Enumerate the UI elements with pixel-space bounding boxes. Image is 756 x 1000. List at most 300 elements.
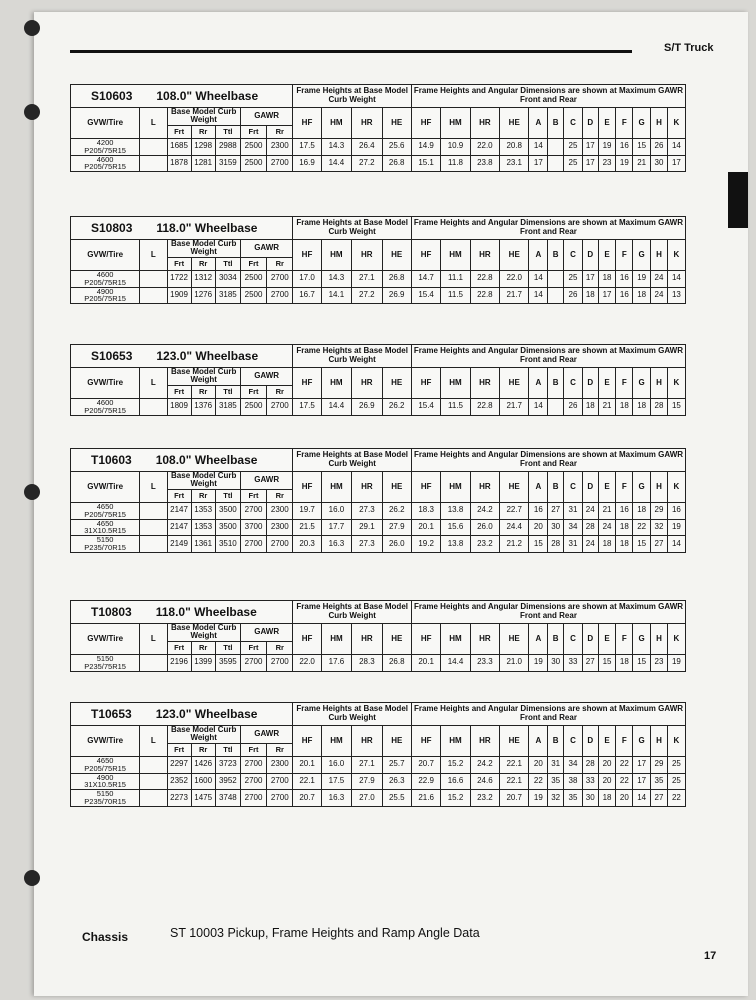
- curb-weight-cell: 2196: [167, 654, 191, 671]
- dimension-cell: 14.3: [321, 138, 351, 155]
- dimension-cell: 19: [529, 654, 548, 671]
- header-hf-max: HF: [411, 240, 440, 271]
- dimension-cell: 14.7: [411, 270, 440, 287]
- header-frt: Frt: [167, 743, 191, 756]
- curb-weight-cell: 1685: [167, 138, 191, 155]
- dimension-cell: 35: [548, 773, 564, 790]
- header-gawr-rr: Rr: [267, 257, 293, 270]
- header-l: L: [140, 368, 167, 399]
- section-tab: [728, 172, 748, 228]
- dimension-cell: 31: [564, 502, 583, 519]
- dimension-cell: 24.6: [470, 773, 499, 790]
- header-he: HE: [382, 726, 411, 757]
- dimension-cell: 26.8: [382, 654, 411, 671]
- group-header-max: Frame Heights and Angular Dimensions are shown at Maximum GAWR Front and Rear: [411, 601, 685, 624]
- dimension-cell: 24: [582, 502, 598, 519]
- group-header-base: Frame Heights at Base Model Curb Weight: [293, 345, 412, 368]
- l-cell: [140, 790, 167, 807]
- dimension-cell: 20: [598, 773, 616, 790]
- dimension-cell: 14: [529, 398, 548, 415]
- header-gawr-rr: Rr: [267, 489, 293, 502]
- dimension-cell: 27: [548, 502, 564, 519]
- dimension-cell: 17.0: [293, 270, 321, 287]
- table-title: [71, 703, 293, 726]
- header-f: F: [616, 472, 633, 503]
- header-rr: Rr: [191, 257, 215, 270]
- gawr-cell: 2300: [267, 138, 293, 155]
- curb-weight-cell: 3034: [215, 270, 240, 287]
- curb-weight-cell: 2297: [167, 756, 191, 773]
- table-row: [71, 138, 686, 155]
- model-code: S10803: [91, 220, 133, 235]
- dimension-cell: 20: [529, 756, 548, 773]
- tire-size: P205/75R15: [84, 763, 126, 773]
- curb-weight-cell: 1878: [167, 155, 191, 172]
- dimension-cell: 27.0: [352, 790, 382, 807]
- header-frt: Frt: [167, 489, 191, 502]
- dimension-cell: 20.3: [293, 536, 321, 553]
- dimension-cell: 27.9: [382, 519, 411, 536]
- curb-weight-cell: 2352: [167, 773, 191, 790]
- dimension-cell: 14.4: [321, 155, 351, 172]
- dimension-cell: 16: [529, 502, 548, 519]
- gawr-cell: 2700: [240, 654, 266, 671]
- gawr-cell: 2300: [267, 502, 293, 519]
- table-title: [71, 217, 293, 240]
- l-cell: [140, 536, 167, 553]
- dimension-cell: 26.8: [382, 270, 411, 287]
- header-hf-max: HF: [411, 726, 440, 757]
- header-k: K: [667, 726, 685, 757]
- dimension-cell: 24: [582, 536, 598, 553]
- dimension-cell: 22.8: [470, 398, 499, 415]
- dimension-cell: 19.7: [293, 502, 321, 519]
- header-e: E: [598, 726, 616, 757]
- gvw-tire-cell: [71, 654, 140, 671]
- dimension-cell: 21.5: [293, 519, 321, 536]
- model-code: T10603: [91, 452, 132, 467]
- dimension-cell: 16.0: [321, 502, 351, 519]
- dimension-cell: 28: [582, 519, 598, 536]
- binder-hole: [24, 484, 40, 500]
- header-l: L: [140, 240, 167, 271]
- dimension-cell: 17: [633, 756, 651, 773]
- dimension-cell: 18: [582, 287, 598, 304]
- dimension-cell: 27.1: [352, 756, 382, 773]
- header-h: H: [651, 726, 668, 757]
- table-row: [71, 502, 686, 519]
- header-b: B: [548, 472, 564, 503]
- dimension-cell: 15: [633, 138, 651, 155]
- curb-weight-cell: 2147: [167, 502, 191, 519]
- dimension-cell: 15: [667, 398, 685, 415]
- gvw-tire-cell: [71, 155, 140, 172]
- dimension-cell: 19: [616, 155, 633, 172]
- header-ttl: Ttl: [215, 489, 240, 502]
- header-k: K: [667, 368, 685, 399]
- dimension-cell: 20.8: [500, 138, 529, 155]
- dimension-cell: 24: [651, 270, 668, 287]
- header-rr: Rr: [191, 489, 215, 502]
- header-gvw-tire: GVW/Tire: [71, 368, 140, 399]
- dimension-cell: 13.8: [441, 502, 470, 519]
- header-d: D: [582, 726, 598, 757]
- dimension-cell: 15: [598, 654, 616, 671]
- header-gawr-frt: Frt: [240, 125, 266, 138]
- dimension-cell: 19: [667, 519, 685, 536]
- curb-weight-cell: 1361: [191, 536, 215, 553]
- curb-weight-cell: 3595: [215, 654, 240, 671]
- header-gawr: GAWR: [240, 368, 292, 386]
- model-code: S10603: [91, 88, 133, 103]
- dimension-cell: 30: [548, 654, 564, 671]
- dimension-cell: 22.0: [470, 138, 499, 155]
- dimension-cell: 29: [651, 502, 668, 519]
- header-ttl: Ttl: [215, 385, 240, 398]
- header-gawr-frt: Frt: [240, 743, 266, 756]
- frame-height-table: [70, 84, 686, 172]
- dimension-cell: 25.5: [382, 790, 411, 807]
- footer-description: ST 10003 Pickup, Frame Heights and Ramp Angle Data: [170, 926, 480, 940]
- table-row: [71, 536, 686, 553]
- dimension-cell: 23.3: [470, 654, 499, 671]
- dimension-cell: 18.3: [411, 502, 440, 519]
- gawr-cell: 2700: [240, 502, 266, 519]
- dimension-cell: 30: [548, 519, 564, 536]
- dimension-cell: 20.1: [293, 756, 321, 773]
- gawr-cell: 2700: [267, 773, 293, 790]
- dimension-cell: 22.8: [470, 270, 499, 287]
- dimension-cell: 14: [529, 287, 548, 304]
- header-gawr-rr: Rr: [267, 125, 293, 138]
- binder-hole: [24, 20, 40, 36]
- header-he-max: HE: [500, 726, 529, 757]
- header-b: B: [548, 368, 564, 399]
- gawr-cell: 2700: [267, 536, 293, 553]
- header-hf-max: HF: [411, 472, 440, 503]
- group-header-base: Frame Heights at Base Model Curb Weight: [293, 85, 412, 108]
- dimension-cell: 32: [651, 519, 668, 536]
- header-c: C: [564, 472, 583, 503]
- dimension-cell: 15: [633, 654, 651, 671]
- dimension-cell: 15: [633, 536, 651, 553]
- dimension-cell: 27.1: [352, 270, 382, 287]
- dimension-cell: 31: [564, 536, 583, 553]
- wheelbase: 108.0" Wheelbase: [156, 88, 259, 103]
- gvw-value: 5150: [96, 535, 114, 545]
- header-gawr-frt: Frt: [240, 489, 266, 502]
- dimension-cell: 18: [633, 398, 651, 415]
- dimension-cell: 28: [548, 536, 564, 553]
- gvw-tire-cell: [71, 536, 140, 553]
- gvw-value: 4650: [96, 502, 114, 511]
- wheelbase: 108.0" Wheelbase: [155, 452, 258, 467]
- dimension-cell: 18: [598, 536, 616, 553]
- dimension-cell: 16: [667, 502, 685, 519]
- header-a: A: [529, 472, 548, 503]
- header-g: G: [633, 472, 651, 503]
- header-frt: Frt: [167, 385, 191, 398]
- header-l: L: [140, 726, 167, 757]
- dimension-cell: 24.4: [500, 519, 529, 536]
- header-he-max: HE: [500, 240, 529, 271]
- dimension-cell: 11.5: [441, 287, 470, 304]
- dimension-cell: 26: [564, 287, 583, 304]
- dimension-cell: 20.7: [293, 790, 321, 807]
- dimension-cell: 33: [582, 773, 598, 790]
- header-g: G: [633, 368, 651, 399]
- header-gawr-rr: Rr: [267, 385, 293, 398]
- dimension-cell: 27: [651, 536, 668, 553]
- dimension-cell: 27: [651, 790, 668, 807]
- header-hm-max: HM: [441, 726, 470, 757]
- header-c: C: [564, 240, 583, 271]
- header-hf: HF: [293, 108, 321, 139]
- header-gawr: GAWR: [240, 472, 293, 490]
- header-curb-weight: Base Model Curb Weight: [167, 368, 240, 386]
- dimension-cell: 24: [651, 287, 668, 304]
- dimension-cell: 14.4: [321, 398, 351, 415]
- header-hr: HR: [352, 472, 382, 503]
- dimension-cell: 21: [598, 502, 616, 519]
- gvw-tire-cell: [71, 138, 140, 155]
- header-hr-max: HR: [470, 108, 499, 139]
- group-header-max: Frame Heights and Angular Dimensions are shown at Maximum GAWR Front and Rear: [411, 345, 685, 368]
- dimension-cell: 23.8: [470, 155, 499, 172]
- dimension-cell: 25: [667, 756, 685, 773]
- model-code: T10653: [91, 706, 132, 721]
- curb-weight-cell: 3500: [215, 502, 240, 519]
- header-h: H: [651, 240, 668, 271]
- header-b: B: [548, 108, 564, 139]
- l-cell: [140, 773, 167, 790]
- header-ttl: Ttl: [215, 641, 240, 654]
- dimension-cell: 17.5: [321, 773, 351, 790]
- dimension-cell: 21.6: [411, 790, 440, 807]
- gvw-value: 4600: [96, 398, 114, 407]
- table-row: [71, 756, 686, 773]
- dimension-cell: 35: [564, 790, 583, 807]
- dimension-cell: 17.5: [293, 138, 321, 155]
- dimension-cell: 25.6: [382, 138, 411, 155]
- gvw-value: 4600: [96, 155, 114, 164]
- wheelbase: 123.0" Wheelbase: [155, 706, 258, 721]
- dimension-cell: 27.2: [352, 287, 382, 304]
- header-hm-max: HM: [441, 624, 470, 655]
- header-hm-max: HM: [441, 108, 470, 139]
- dimension-cell: 16.3: [321, 536, 351, 553]
- dimension-cell: 23.2: [470, 536, 499, 553]
- dimension-cell: 25: [564, 155, 583, 172]
- dimension-cell: 20.1: [411, 519, 440, 536]
- header-hm: HM: [321, 624, 351, 655]
- dimension-cell: 18: [616, 519, 633, 536]
- dimension-cell: 14: [529, 270, 548, 287]
- dimension-cell: 22.7: [500, 502, 529, 519]
- tire-size: P205/75R15: [84, 509, 126, 519]
- header-gawr-frt: Frt: [240, 385, 266, 398]
- dimension-cell: 26.3: [382, 773, 411, 790]
- dimension-cell: 24.2: [470, 756, 499, 773]
- wheelbase: 118.0" Wheelbase: [156, 220, 258, 235]
- dimension-cell: [548, 287, 564, 304]
- dimension-cell: 26.2: [382, 502, 411, 519]
- header-hm: HM: [321, 108, 351, 139]
- header-h: H: [651, 368, 668, 399]
- dimension-cell: 32: [548, 790, 564, 807]
- dimension-cell: 18: [633, 502, 651, 519]
- gawr-cell: 2700: [240, 790, 266, 807]
- dimension-cell: 22.8: [470, 287, 499, 304]
- dimension-cell: 33: [564, 654, 583, 671]
- dimension-cell: 14: [529, 138, 548, 155]
- dimension-cell: 28: [582, 756, 598, 773]
- header-curb-weight: Base Model Curb Weight: [167, 624, 240, 642]
- dimension-cell: 34: [564, 756, 583, 773]
- header-ttl: Ttl: [215, 743, 240, 756]
- tire-size: P205/75R15: [84, 162, 126, 172]
- curb-weight-cell: 1475: [191, 790, 215, 807]
- group-header-base: Frame Heights at Base Model Curb Weight: [293, 703, 412, 726]
- gawr-cell: 2700: [267, 654, 293, 671]
- header-ttl: Ttl: [215, 257, 240, 270]
- dimension-cell: 21.0: [500, 654, 529, 671]
- header-hm-max: HM: [441, 240, 470, 271]
- curb-weight-cell: 1353: [191, 519, 215, 536]
- curb-weight-cell: 1909: [167, 287, 191, 304]
- dimension-cell: [548, 398, 564, 415]
- dimension-cell: 17: [582, 270, 598, 287]
- header-he-max: HE: [500, 472, 529, 503]
- header-he-max: HE: [500, 108, 529, 139]
- gawr-cell: 2700: [267, 155, 293, 172]
- curb-weight-cell: 1298: [191, 138, 215, 155]
- dimension-cell: 16.7: [293, 287, 321, 304]
- dimension-cell: 21: [633, 155, 651, 172]
- header-he: HE: [382, 368, 411, 399]
- dimension-cell: 20.1: [411, 654, 440, 671]
- curb-weight-cell: 1276: [191, 287, 215, 304]
- dimension-cell: 25.7: [382, 756, 411, 773]
- header-g: G: [633, 108, 651, 139]
- header-he-max: HE: [500, 624, 529, 655]
- dimension-cell: 27.9: [352, 773, 382, 790]
- dimension-cell: 18: [616, 536, 633, 553]
- dimension-cell: 16: [616, 138, 633, 155]
- dimension-cell: 27.3: [352, 502, 382, 519]
- dimension-cell: 18: [616, 654, 633, 671]
- header-a: A: [529, 240, 548, 271]
- header-gvw-tire: GVW/Tire: [71, 108, 140, 139]
- dimension-cell: 24: [598, 519, 616, 536]
- header-e: E: [598, 472, 616, 503]
- dimension-cell: 15.4: [411, 398, 440, 415]
- table-title: [71, 85, 293, 108]
- dimension-cell: 14: [667, 138, 685, 155]
- header-hr: HR: [352, 624, 382, 655]
- gawr-cell: 2700: [240, 773, 266, 790]
- group-header-base: Frame Heights at Base Model Curb Weight: [293, 217, 412, 240]
- group-header-base: Frame Heights at Base Model Curb Weight: [293, 449, 412, 472]
- header-b: B: [548, 726, 564, 757]
- l-cell: [140, 270, 167, 287]
- dimension-cell: 26: [651, 138, 668, 155]
- table-row: [71, 155, 686, 172]
- tire-size: P205/75R15: [84, 294, 126, 304]
- l-cell: [140, 654, 167, 671]
- curb-weight-cell: 2147: [167, 519, 191, 536]
- header-b: B: [548, 240, 564, 271]
- header-he: HE: [382, 108, 411, 139]
- dimension-cell: 18: [633, 287, 651, 304]
- header-hf-max: HF: [411, 108, 440, 139]
- frame-height-table: [70, 344, 686, 416]
- dimension-cell: 16.0: [321, 756, 351, 773]
- gawr-cell: 2500: [240, 270, 266, 287]
- dimension-cell: 23: [598, 155, 616, 172]
- header-hr-max: HR: [470, 240, 499, 271]
- dimension-cell: 17: [582, 155, 598, 172]
- dimension-cell: 28: [651, 398, 668, 415]
- curb-weight-cell: 3748: [215, 790, 240, 807]
- model-code: T10803: [91, 604, 132, 619]
- curb-weight-cell: 1399: [191, 654, 215, 671]
- model-code: S10653: [91, 348, 133, 363]
- page-number: 17: [704, 950, 717, 962]
- dimension-cell: 17: [529, 155, 548, 172]
- header-d: D: [582, 624, 598, 655]
- header-e: E: [598, 240, 616, 271]
- dimension-cell: 30: [582, 790, 598, 807]
- wheelbase: 123.0" Wheelbase: [156, 348, 259, 363]
- dimension-cell: 14: [667, 536, 685, 553]
- header-hf-max: HF: [411, 624, 440, 655]
- dimension-cell: 27: [582, 654, 598, 671]
- curb-weight-cell: 1312: [191, 270, 215, 287]
- group-header-base: Frame Heights at Base Model Curb Weight: [293, 601, 412, 624]
- dimension-cell: 38: [564, 773, 583, 790]
- gvw-tire-cell: [71, 519, 140, 536]
- l-cell: [140, 519, 167, 536]
- dimension-cell: 31: [548, 756, 564, 773]
- dimension-cell: 17: [633, 773, 651, 790]
- dimension-cell: 24.2: [470, 502, 499, 519]
- header-gawr: GAWR: [240, 726, 293, 744]
- gvw-value: 5150: [96, 789, 114, 799]
- l-cell: [140, 398, 167, 415]
- curb-weight-cell: 2273: [167, 790, 191, 807]
- dimension-cell: 18: [616, 398, 633, 415]
- dimension-cell: 19: [667, 654, 685, 671]
- header-gvw-tire: GVW/Tire: [71, 240, 140, 271]
- dimension-cell: 20: [529, 519, 548, 536]
- dimension-cell: 26.9: [382, 287, 411, 304]
- header-rr: Rr: [191, 743, 215, 756]
- header-d: D: [582, 108, 598, 139]
- header-a: A: [529, 108, 548, 139]
- dimension-cell: 11.1: [441, 270, 470, 287]
- dimension-cell: 18: [598, 790, 616, 807]
- curb-weight-cell: 1376: [191, 398, 215, 415]
- gvw-tire-cell: [71, 773, 140, 790]
- gvw-value: 4650: [96, 756, 114, 765]
- table-row: [71, 270, 686, 287]
- header-gvw-tire: GVW/Tire: [71, 624, 140, 655]
- gvw-value: 4200: [96, 138, 114, 147]
- dimension-cell: 26.9: [352, 398, 382, 415]
- table-row: [71, 398, 686, 415]
- l-cell: [140, 756, 167, 773]
